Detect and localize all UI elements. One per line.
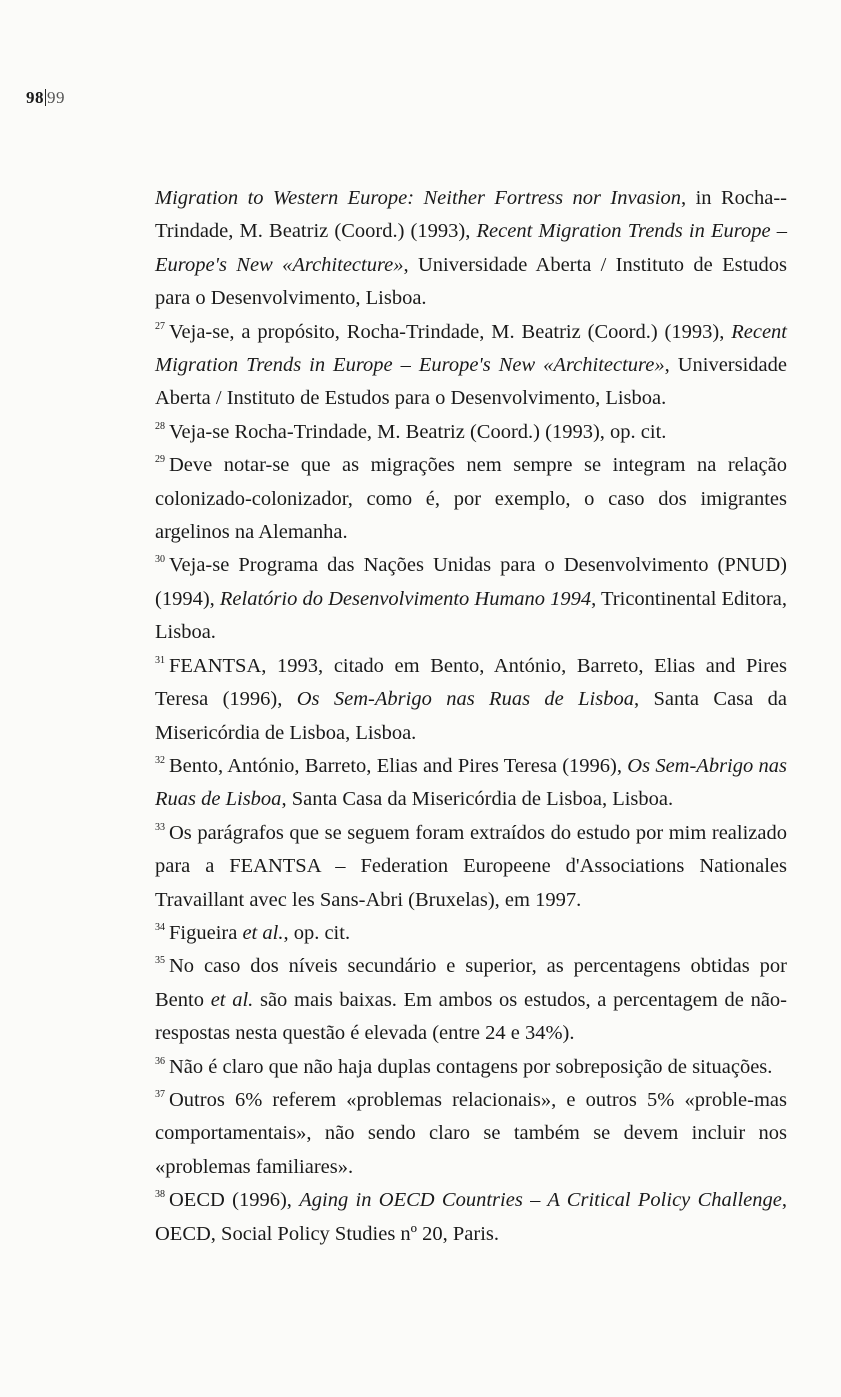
endnote-text: , Santa Casa da Misericórdia de Lisboa, Lisboa. — [155, 688, 787, 744]
endnote-number: 30 — [155, 554, 165, 566]
endnote-number: 36 — [155, 1055, 165, 1067]
endnote-title-italic: Os Sem-Abrigo nas Ruas de Lisboa — [155, 754, 787, 811]
endnote-text: , Tricontinental Editora, Lisboa. — [155, 587, 787, 644]
endnote-number: 28 — [155, 420, 165, 432]
page-number-current: 98 — [26, 88, 44, 107]
endnotes-list — [155, 182, 787, 1251]
endnote-title-italic: Aging in OECD Countries – A Critical Policy Challenge — [299, 1189, 782, 1212]
endnote — [155, 1184, 787, 1251]
page-number-next: 99 — [47, 88, 65, 107]
endnote-text: Deve notar-se que as migrações nem sempre se integram na relação colonizado-colonizador, como é, por exemplo, o caso dos imigrantes argelinos na Alemanha. — [155, 454, 787, 544]
endnote-text: FEANTSA, 1993, citado em Bento, António, Barreto, Elias and Pires Teresa (1996), — [155, 654, 787, 711]
endnote-number: 35 — [155, 955, 165, 967]
endnote-number: 34 — [155, 921, 165, 933]
endnote-text: OECD (1996), — [169, 1189, 300, 1212]
endnote-text: Figueira — [169, 921, 243, 944]
endnote-text: , op. cit. — [283, 921, 351, 944]
endnote-text: , OECD, Social Policy Studies nº 20, Paris. — [155, 1189, 787, 1245]
endnote-text: Veja-se, a propósito, Rocha-Trindade, M. Beatriz (Coord.) (1993), — [169, 320, 732, 343]
endnote-text: , Universidade Aberta / Instituto de Estudos para o Desenvolvimento, Lisboa. — [155, 253, 787, 310]
endnote — [155, 750, 787, 817]
endnote — [155, 449, 787, 549]
endnote-title-italic: Recent Migration Trends in Europe – Europe's New «Architecture» — [155, 220, 787, 276]
endnote — [155, 182, 787, 316]
endnote — [155, 817, 787, 917]
endnote — [155, 1051, 787, 1084]
endnote-text: , in Rocha--Trindade, M. Beatriz (Coord.) (1993), — [155, 187, 787, 243]
endnote-number: 33 — [155, 821, 165, 833]
endnote-title-italic: et al. — [242, 921, 284, 944]
endnote-title-italic: Relatório do Desenvolvimento Humano 1994 — [219, 587, 592, 610]
endnote — [155, 416, 787, 449]
endnote-title-italic: Recent Migration Trends in Europe – Europe's New «Architecture» — [155, 320, 787, 377]
page-folio — [26, 88, 65, 108]
endnote-title-italic: Migration to Western Europe: Neither Fortress nor Invasion — [155, 187, 682, 209]
endnote-text: Os parágrafos que se seguem foram extraídos do estudo por mim realizado para a FEANTSA – Federation Europeene d'Associations Nationales Travaillant avec les Sans-Abri (Bruxelas), em 1997. — [155, 821, 787, 911]
folio-divider — [45, 89, 46, 106]
endnote-number: 29 — [155, 454, 165, 466]
endnote-text: Veja-se Rocha-Trindade, M. Beatriz (Coord.) (1993), op. cit. — [169, 420, 667, 443]
endnote-title-italic: et al. — [210, 988, 254, 1011]
endnote — [155, 950, 787, 1050]
endnote — [155, 650, 787, 750]
endnote-number: 38 — [155, 1189, 165, 1201]
endnote-text: Veja-se Programa das Nações Unidas para o Desenvolvimento (PNUD) (1994), — [155, 554, 787, 610]
endnote-number: 32 — [155, 754, 165, 766]
endnote — [155, 316, 787, 416]
endnote-text: , Santa Casa da Misericórdia de Lisboa, Lisboa. — [281, 788, 674, 811]
endnote-number: 27 — [155, 320, 165, 332]
endnote-text: são mais baixas. Em ambos os estudos, a percentagem de não-respostas nesta questão é elevada (entre 24 e 34%). — [155, 988, 788, 1045]
endnote-number: 31 — [155, 654, 165, 666]
endnote-text: No caso dos níveis secundário e superior, as percentagens obtidas por Bento — [155, 955, 787, 1011]
endnote — [155, 917, 787, 950]
endnote-text: Outros 6% referem «problemas relacionais», e outros 5% «proble-mas comportamentais», não sendo claro se também se devem incluir nos «problemas familiares». — [155, 1088, 787, 1178]
endnote-text: Bento, António, Barreto, Elias and Pires Teresa (1996), — [169, 754, 628, 777]
endnote — [155, 549, 787, 649]
endnote-title-italic: Os Sem-Abrigo nas Ruas de Lisboa — [296, 688, 634, 711]
endnote-text: , Universidade Aberta / Instituto de Estudos para o Desenvolvimento, Lisboa. — [155, 354, 787, 410]
endnote-number: 37 — [155, 1088, 165, 1100]
endnote-text: Não é claro que não haja duplas contagens por sobreposição de situações. — [169, 1055, 773, 1078]
endnote — [155, 1084, 787, 1184]
